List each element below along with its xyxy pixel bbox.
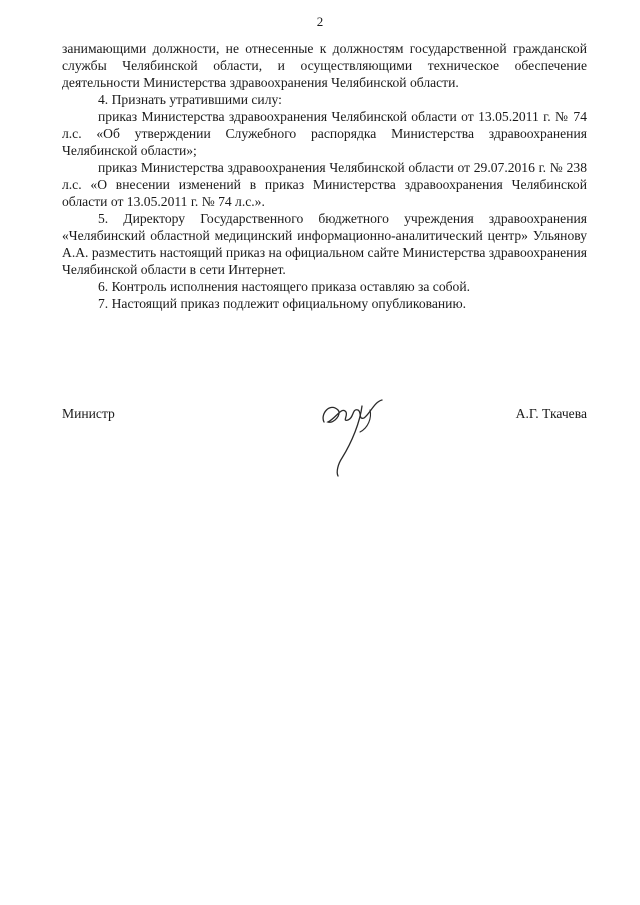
handwritten-signature — [312, 392, 397, 480]
page-number: 2 — [316, 14, 324, 29]
signatory-name: А.Г. Ткачева — [515, 406, 587, 421]
signatory-role: Министр — [62, 406, 115, 421]
paragraph-continuation: занимающими должности, не отнесенные к должностям государственной гражданской службы Челябинской области, и осуществляющими техническое обеспечение деятельности Министерства здравоохранения Челябинской области. — [62, 41, 587, 90]
paragraph-item-6: 6. Контроль исполнения настоящего приказа оставляю за собой. — [98, 279, 471, 294]
paragraph-repealed-order-2: приказ Министерства здравоохранения Челябинской области от 29.07.2016 г. № 238 л.с. «О внесении изменений в приказ Министерства здравоохранения Челябинской области от 13.05.2011 г. № 74 л.с.». — [62, 160, 587, 209]
document-body — [62, 40, 587, 312]
paragraph-item-5: 5. Директору Государственного бюджетного учреждения здравоохранения «Челябинский областной медицинский информационно-аналитический центр» Ульянову А.А. разместить настоящий приказ на официальном сайте Министерства здравоохранения Челябинской области в сети Интернет. — [62, 211, 587, 277]
paragraph-repealed-order-1: приказ Министерства здравоохранения Челябинской области от 13.05.2011 г. № 74 л.с. «Об утверждении Служебного распорядка Министерства здравоохранения Челябинской области»; — [62, 109, 587, 158]
signature-block — [62, 400, 587, 480]
paragraph-item-4: 4. Признать утратившими силу: — [98, 92, 282, 107]
paragraph-item-7: 7. Настоящий приказ подлежит официальному опубликованию. — [98, 296, 466, 311]
